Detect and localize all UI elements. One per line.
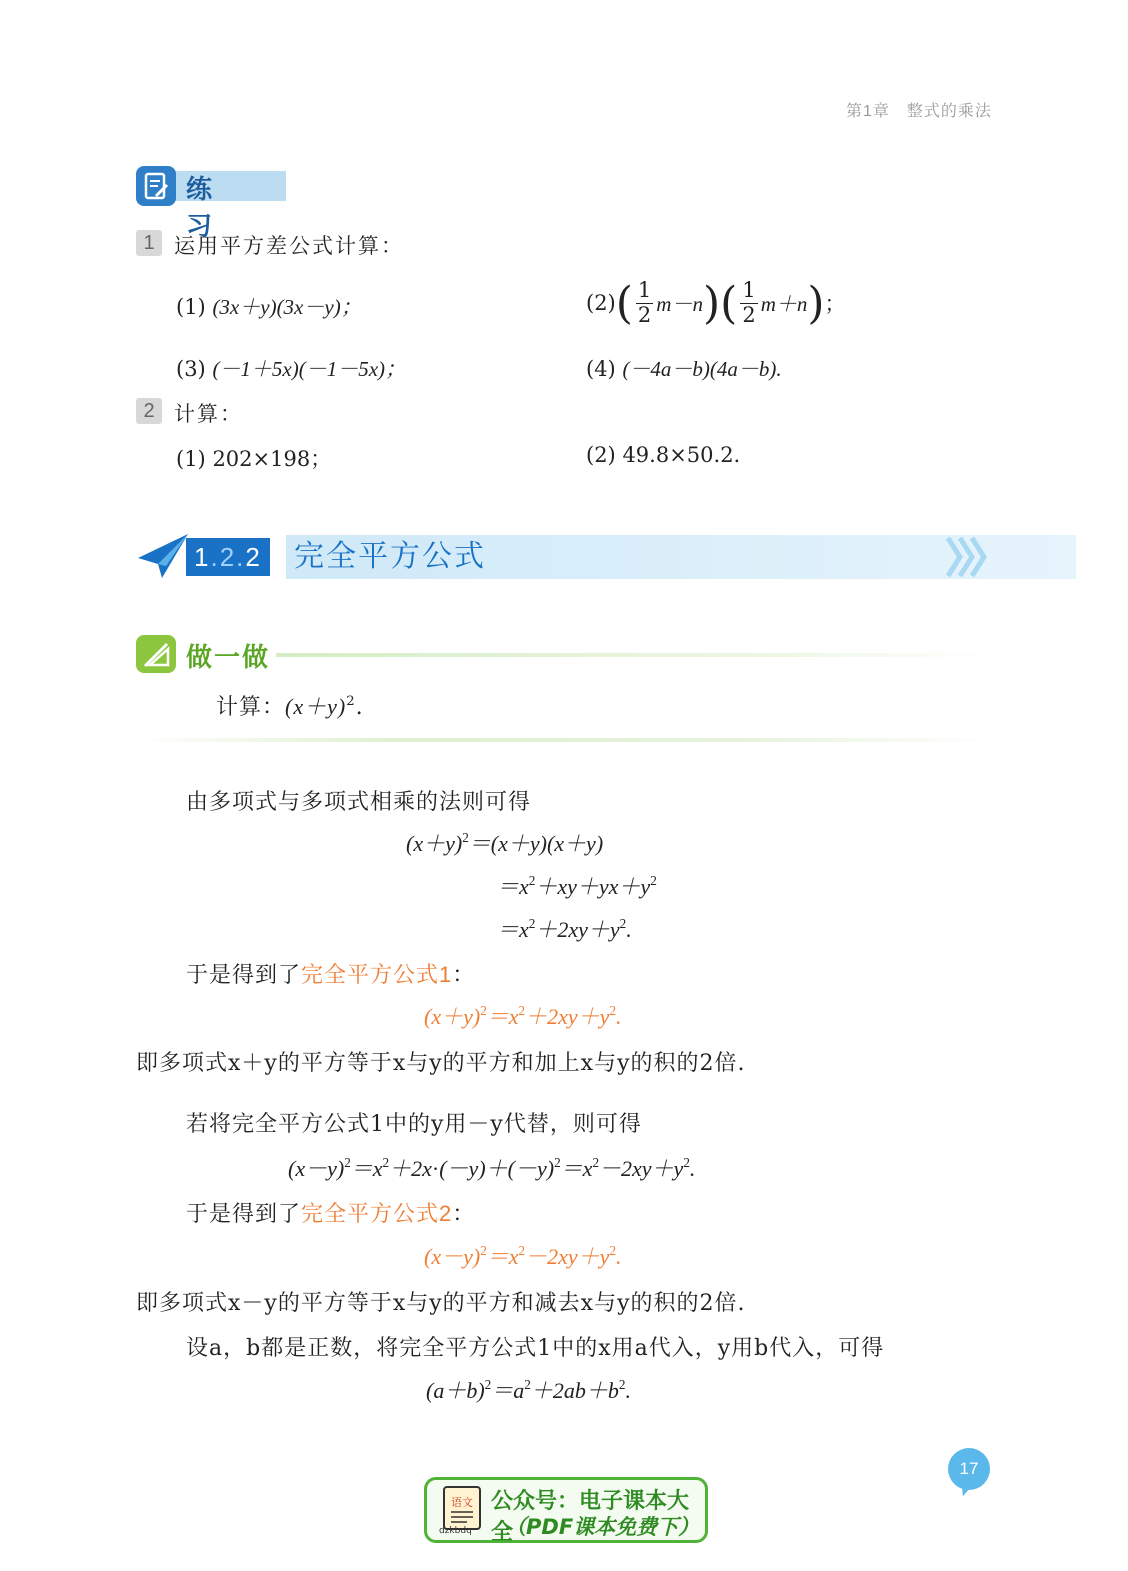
item-expression-a: m－n <box>656 292 703 316</box>
derivation-formula-2: $(x-y)^2=x^2+2x\cdot(-y)+(-y)^2=x^2-2xy+y^2$. <box>288 1154 696 1181</box>
doit-bottom-divider <box>136 738 992 742</box>
watermark-icon-label: dzkbdq <box>439 1526 472 1536</box>
q1-item-1 <box>176 291 362 321</box>
textbook-icon <box>443 1486 481 1530</box>
section-number: 1.2.2 <box>186 538 270 576</box>
paragraph-7: 设a，b都是正数，将完全平方公式1中的x用a代入，y用b代入，可得 <box>186 1336 885 1361</box>
item-label: (2) <box>586 443 616 467</box>
question-2-text: 计算： <box>174 402 243 426</box>
watermark-line-2: （PDF课本免费下） <box>505 1515 700 1539</box>
q1-item-2: (2) ( $\frac{1}{2}$ m－n )( $\frac{1}{2}$ m＋n ) ； <box>586 277 846 329</box>
derivation-line-2: $=x^2+xy+yx+y^2$ <box>497 872 657 899</box>
paragraph-1: 由多项式与多项式相乘的法则可得 <box>186 790 532 815</box>
paragraph-3: 即多项式x＋y的平方等于x与y的平方和加上x与y的积的2倍. <box>136 1051 746 1076</box>
item-label: (1) <box>176 295 206 319</box>
fraction-half: $\frac{1}{2}$ <box>637 278 652 327</box>
chevrons-icon <box>944 536 990 578</box>
watermark-line-1: 公众号：电子课本大全 <box>491 1489 690 1545</box>
formula-ab: $(a+b)^2=a^2+2ab+b^2$. <box>426 1376 631 1403</box>
item-expression: 202×198； <box>212 447 332 471</box>
doit-banner <box>136 635 992 675</box>
item-label: (4) <box>586 357 616 381</box>
item-expression: 49.8×50.2. <box>622 443 741 467</box>
q1-item-4 <box>586 353 782 383</box>
q2-item-1 <box>176 443 331 473</box>
derivation-line-3: $=x^2+2xy+y^2$. <box>497 915 632 942</box>
q1-item-3 <box>176 353 406 383</box>
formula-2: $(x-y)^2=x^2-2xy+y^2$. <box>424 1242 622 1269</box>
svg-text:语文: 语文 <box>451 1496 473 1509</box>
question-number-2: 2 <box>136 398 162 424</box>
paragraph-5: 于是得到了完全平方公式2： <box>186 1201 476 1227</box>
watermark-badge <box>424 1477 708 1543</box>
pencil-ruler-icon <box>136 635 176 673</box>
pencil-note-icon <box>136 166 176 206</box>
q2-item-2 <box>586 443 740 467</box>
doit-title: 做一做 <box>186 642 271 672</box>
fraction-half: $\frac{1}{2}$ <box>742 278 756 327</box>
paragraph-4: 若将完全平方公式1中的y用－y代替，则可得 <box>186 1112 642 1137</box>
question-1-text: 运用平方差公式计算： <box>174 234 404 258</box>
section-banner <box>136 532 990 582</box>
doit-prompt: 计算：$(x+y)^2$. <box>216 693 364 720</box>
paper-plane-icon <box>136 532 192 582</box>
formula-1-name: 完全平方公式1 <box>301 962 453 987</box>
doit-divider <box>276 653 992 657</box>
section-title: 完全平方公式 <box>294 540 486 573</box>
derivation-line-1: $(x+y)^2=(x+y)(x+y)$ <box>406 829 604 856</box>
item-expression: (－4a－b)(4a－b). <box>622 357 782 381</box>
item-label: (2) <box>586 291 616 315</box>
page-number: 17 <box>948 1448 990 1490</box>
item-expression: (－1＋5x)(－1－5x)； <box>212 357 407 381</box>
formula-2-name: 完全平方公式2 <box>301 1201 453 1226</box>
item-expression: (3x＋y)(3x－y)； <box>212 295 362 319</box>
formula-1: $(x+y)^2=x^2+2xy+y^2$. <box>424 1002 622 1029</box>
chapter-header: 第1章 整式的乘法 <box>846 103 992 120</box>
practice-banner <box>136 166 286 241</box>
practice-title: 练 习 <box>186 174 231 241</box>
item-expression-b: m＋n <box>760 292 808 316</box>
item-label: (3) <box>176 357 206 381</box>
item-label: (1) <box>176 447 206 471</box>
paragraph-2: 于是得到了完全平方公式1： <box>186 962 476 988</box>
question-number-1: 1 <box>136 230 162 256</box>
paragraph-6: 即多项式x－y的平方等于x与y的平方和减去x与y的积的2倍. <box>136 1291 746 1316</box>
